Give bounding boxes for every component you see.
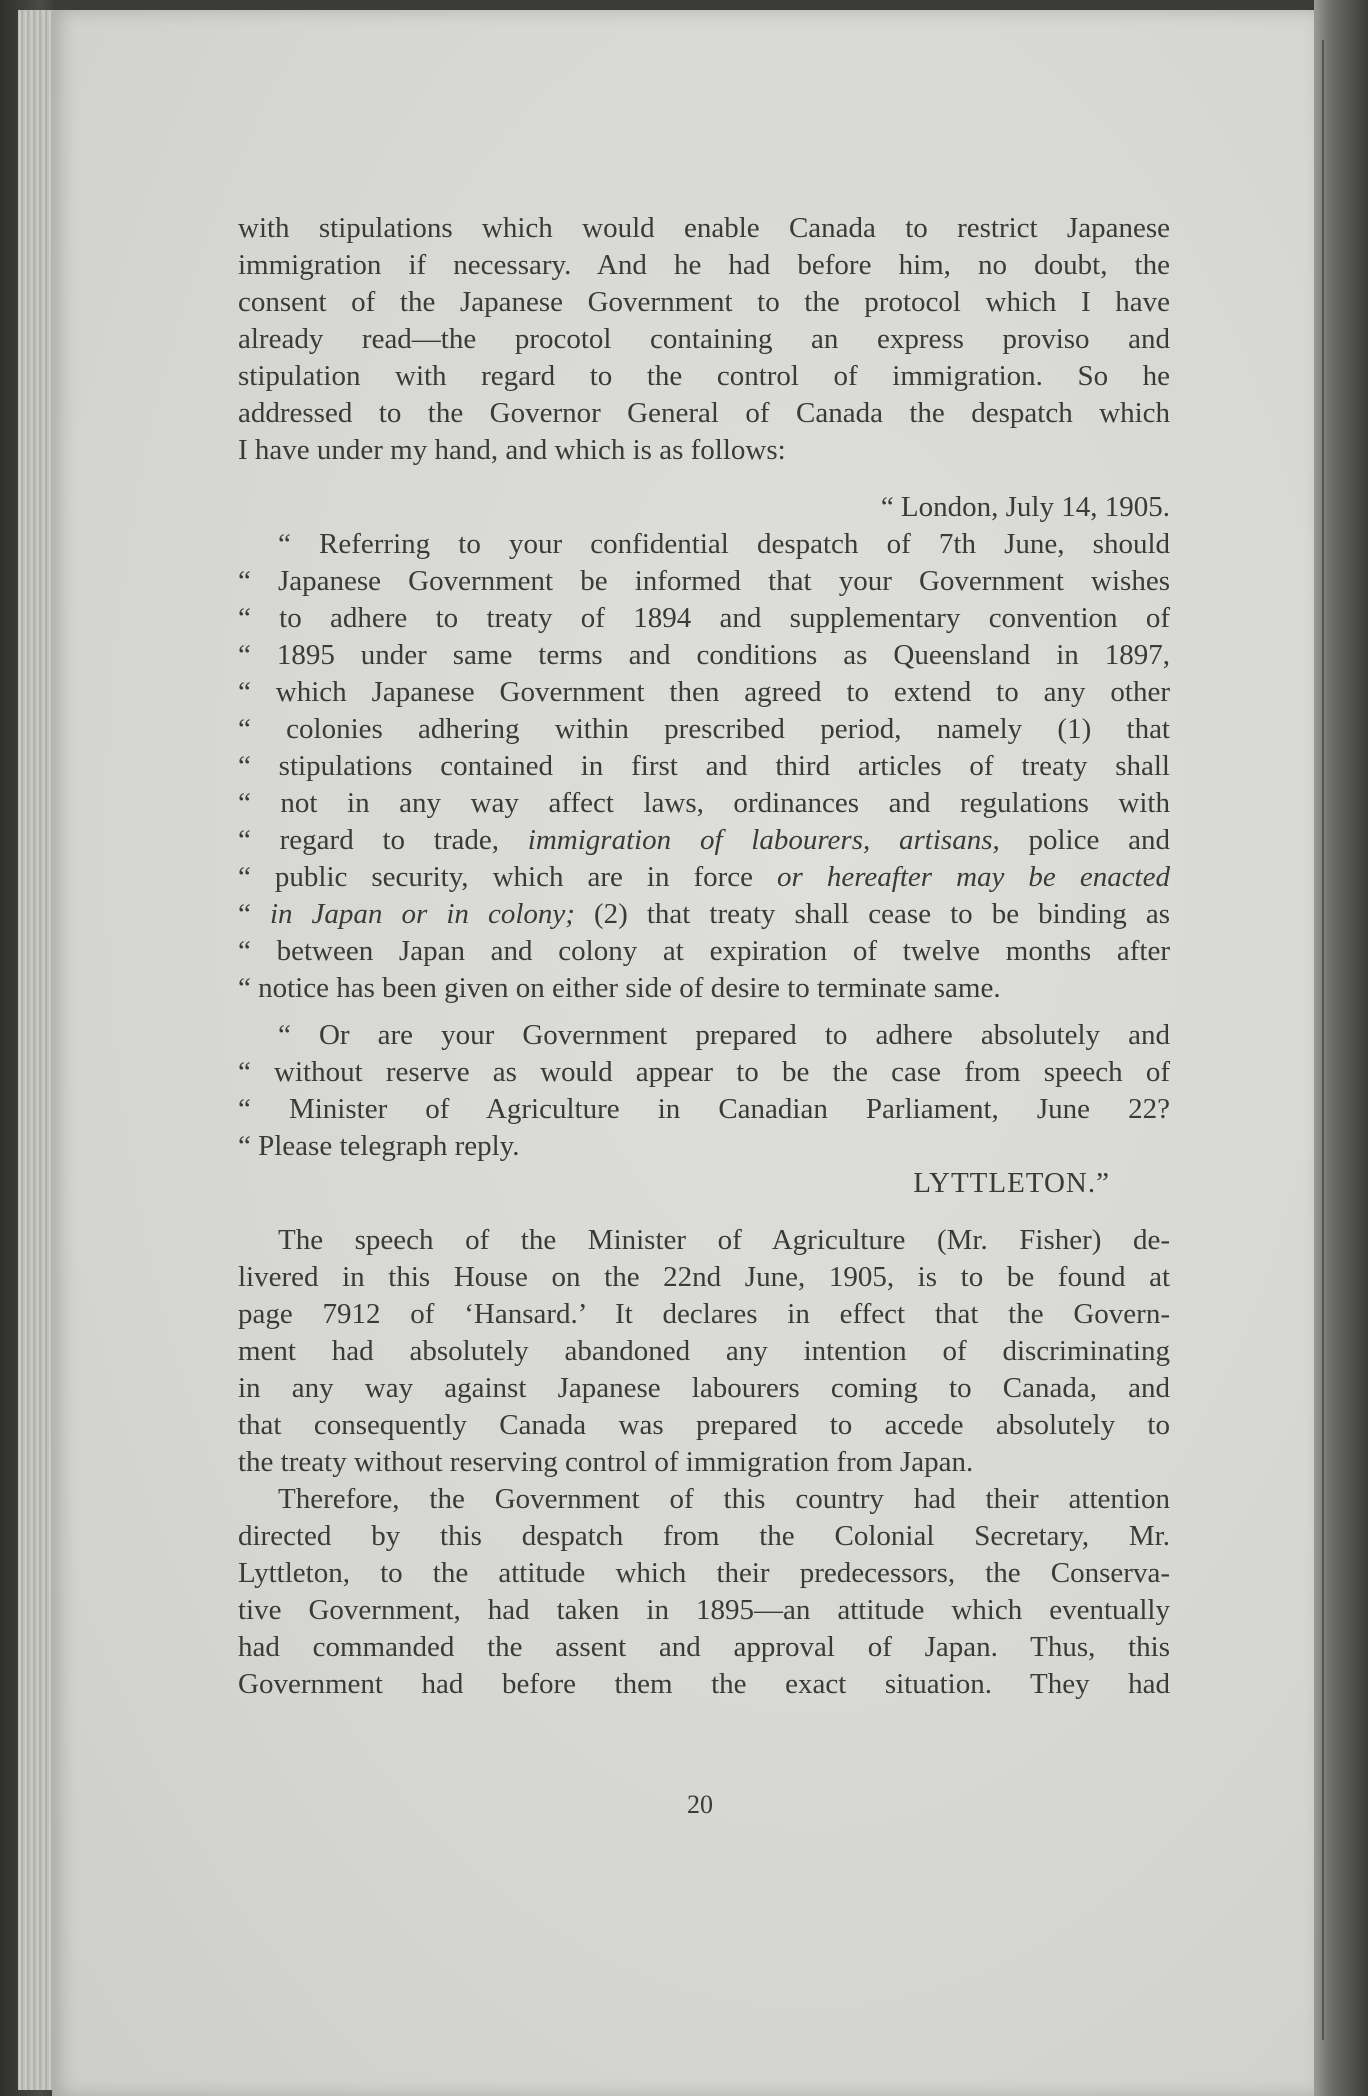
text-line: “ colonies adhering within prescribed period, namely (1) that <box>238 713 1170 745</box>
italic-run: in Japan or in colony; <box>269 898 575 930</box>
paragraph-therefore <box>238 1481 1170 1703</box>
text-line: stipulation with regard to the control of immigration. So he <box>238 360 1170 392</box>
text-line: ment had absolutely abandoned any intention of discriminating <box>238 1335 1170 1367</box>
text-line: “ 1895 under same terms and conditions as Queensland in 1897, <box>238 639 1170 671</box>
spacer <box>238 1007 1170 1017</box>
paragraph-intro <box>238 210 1170 469</box>
text-line: “ without reserve as would appear to be the case from speech of <box>238 1056 1170 1088</box>
text-line: “ Minister of Agriculture in Canadian Parliament, June 22? <box>238 1093 1170 1125</box>
spacer <box>238 1202 1170 1222</box>
text-line: consent of the Japanese Government to the protocol which I have <box>238 286 1170 318</box>
italic-run: or hereafter may be enacted <box>777 861 1170 893</box>
paragraph-speech <box>238 1222 1170 1481</box>
text-line: “ which Japanese Government then agreed to extend to any other <box>238 676 1170 708</box>
text-line: I have under my hand, and which is as follows: <box>238 434 786 466</box>
text-line: “ Referring to your confidential despatch of 7th June, should <box>278 528 1170 560</box>
text-line: Lyttleton, to the attitude which their predecessors, the Conserva- <box>238 1557 1170 1589</box>
text-line: “ stipulations contained in first and third articles of treaty shall <box>238 750 1170 782</box>
text-line: “ Or are your Government prepared to adhere absolutely and <box>278 1019 1170 1051</box>
text-run: police and <box>999 824 1171 856</box>
text-run: “ regard to trade, <box>238 824 528 856</box>
text-line: in any way against Japanese labourers coming to Canada, and <box>238 1372 1170 1404</box>
text-run: “ public security, which are in force <box>238 861 778 893</box>
text-line <box>238 896 1170 933</box>
text-line: Therefore, the Government of this country had their attention <box>278 1483 1170 1515</box>
text-line: “ not in any way affect laws, ordinances and regulations with <box>238 787 1170 819</box>
text-line: “ between Japan and colony at expiration of twelve months after <box>238 935 1170 967</box>
text-line: “ Please telegraph reply. <box>238 1130 520 1162</box>
text-run: “ <box>238 898 270 930</box>
text-line: already read—the procotol containing an express proviso and <box>238 323 1170 355</box>
text-line: livered in this House on the 22nd June, 1905, is to be found at <box>238 1261 1170 1293</box>
text-line: page 7912 of ‘Hansard.’ It declares in effect that the Govern- <box>238 1298 1170 1330</box>
text-line: immigration if necessary. And he had before him, no doubt, the <box>238 249 1170 281</box>
text-line: tive Government, had taken in 1895—an attitude which eventually <box>238 1594 1170 1626</box>
text-line: directed by this despatch from the Colonial Secretary, Mr. <box>238 1520 1170 1552</box>
text-line <box>238 859 1170 896</box>
italic-run: immigration of labourers, artisans, <box>527 824 1000 856</box>
despatch-paragraph-1 <box>238 526 1170 1007</box>
despatch-dateline: “ London, July 14, 1905. <box>880 491 1170 523</box>
text-line: The speech of the Minister of Agriculture (Mr. Fisher) de- <box>278 1224 1170 1256</box>
text-line: “ to adhere to treaty of 1894 and supplementary convention of <box>238 602 1170 634</box>
text-line: had commanded the assent and approval of Japan. Thus, this <box>238 1631 1170 1663</box>
despatch-paragraph-2 <box>238 1017 1170 1165</box>
text-line: addressed to the Governor General of Canada the despatch which <box>238 397 1170 429</box>
text-line: “ Japanese Government be informed that your Government wishes <box>238 565 1170 597</box>
text-line: with stipulations which would enable Canada to restrict Japanese <box>238 212 1170 244</box>
text-line: “ notice has been given on either side of desire to terminate same. <box>238 972 1001 1004</box>
despatch-signature: LYTTLETON.” <box>913 1167 1110 1199</box>
text-line: Government had before them the exact situation. They had <box>238 1668 1170 1700</box>
page-text <box>238 210 1170 1703</box>
spacer <box>238 469 1170 489</box>
page-edge-line <box>1322 40 1324 2040</box>
page-number: 20 <box>687 1790 713 1819</box>
text-run: (2) that treaty shall cease to be binding as <box>574 898 1170 930</box>
text-line <box>238 822 1170 859</box>
text-line: that consequently Canada was prepared to accede absolutely to <box>238 1409 1170 1441</box>
text-line: the treaty without reserving control of immigration from Japan. <box>238 1446 974 1478</box>
